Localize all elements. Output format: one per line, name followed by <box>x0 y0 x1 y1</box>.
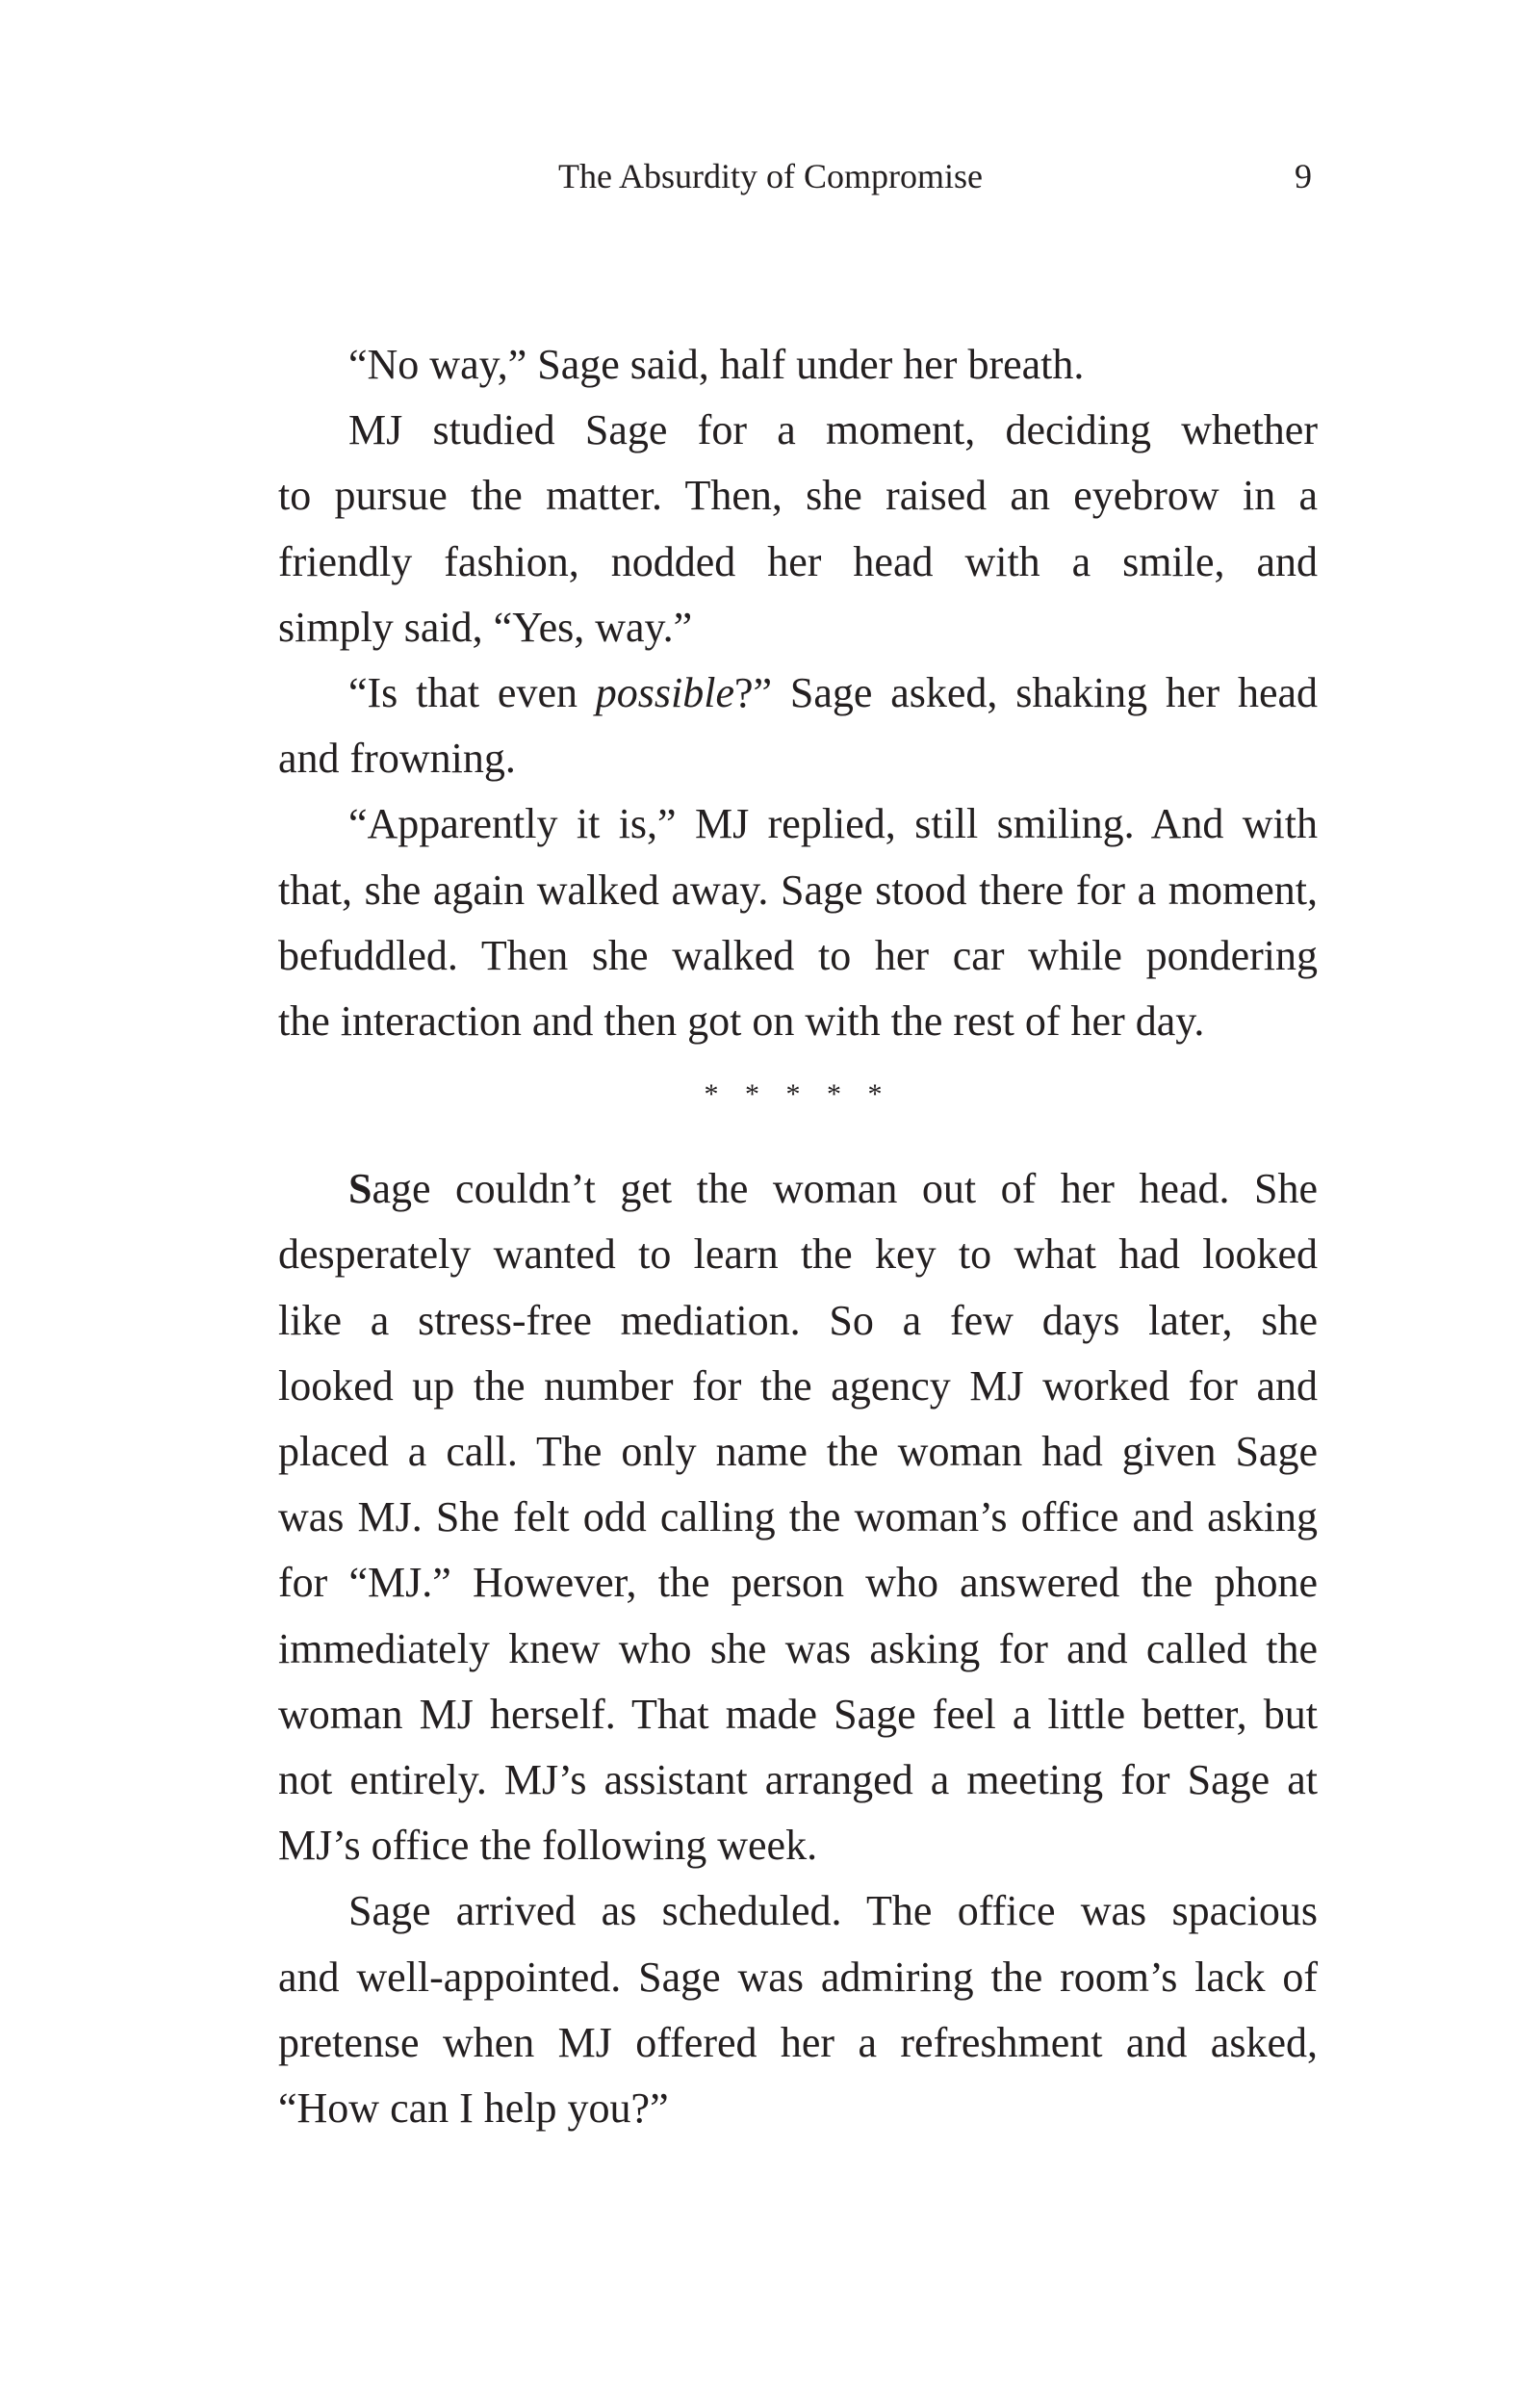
paragraph-6 <box>278 1878 1318 2141</box>
paragraph-1 <box>278 332 1318 398</box>
paragraph-3 <box>278 660 1318 791</box>
text-line: pretense when MJ offered her a refreshment and asked, <box>278 2018 1318 2066</box>
text-line <box>278 660 1318 726</box>
paragraph-4 <box>278 791 1318 1054</box>
text-line: for “MJ.” However, the person who answered the phone <box>278 1559 1318 1607</box>
paragraph-5 <box>278 1156 1318 1878</box>
text-line: and frowning. <box>278 735 516 783</box>
text-line: the interaction and then got on with the rest of her day. <box>278 997 1205 1046</box>
text-line: befuddled. Then she walked to her car while pondering <box>278 931 1318 979</box>
text-run: age couldn’t get the woman out of her head. She <box>372 1165 1318 1213</box>
text-line <box>278 1156 1318 1222</box>
running-head <box>0 152 1540 200</box>
text-line: not entirely. MJ’s assistant arranged a meeting for Sage at <box>278 1756 1318 1804</box>
text-line: MJ’s office the following week. <box>278 1822 818 1870</box>
text-run: ?” Sage asked, shaking her head <box>734 669 1318 717</box>
text-line: immediately knew who she was asking for and called the <box>278 1624 1318 1672</box>
text-line: woman MJ herself. That made Sage feel a little better, but <box>278 1690 1318 1738</box>
text-line: “Apparently it is,” MJ replied, still smiling. And with <box>348 800 1318 848</box>
text-run: “Is that even <box>348 669 596 717</box>
text-line: simply said, “Yes, way.” <box>278 603 693 651</box>
running-title: The Absurdity of Compromise <box>558 157 983 195</box>
text-line: placed a call. The only name the woman had given Sage <box>278 1428 1318 1476</box>
text-line: desperately wanted to learn the key to what had looked <box>278 1230 1318 1279</box>
text-line: was MJ. She felt odd calling the woman’s office and asking <box>278 1493 1318 1541</box>
text-line: looked up the number for the agency MJ worked for and <box>278 1361 1318 1410</box>
text-line: “No way,” Sage said, half under her breath. <box>348 341 1085 388</box>
page-number: 9 <box>1295 157 1312 195</box>
bold-initial: S <box>348 1165 372 1213</box>
text-line: that, she again walked away. Sage stood there for a moment, <box>278 866 1318 914</box>
text-line: “How can I help you?” <box>278 2084 669 2133</box>
text-line: Sage arrived as scheduled. The office was spacious <box>348 1887 1318 1935</box>
text-line: and well-appointed. Sage was admiring the room’s lack of <box>278 1953 1318 2001</box>
section-break: * * * * * <box>704 1078 892 1111</box>
paragraph-2 <box>278 398 1318 660</box>
text-line: like a stress-free mediation. So a few days later, she <box>278 1296 1318 1344</box>
text-line: friendly fashion, nodded her head with a smile, and <box>278 537 1318 585</box>
body-text <box>278 332 1318 2141</box>
text-line: MJ studied Sage for a moment, deciding whether <box>348 406 1318 454</box>
emphasis: possible <box>595 669 735 717</box>
text-line: to pursue the matter. Then, she raised an eyebrow in a <box>278 472 1318 520</box>
